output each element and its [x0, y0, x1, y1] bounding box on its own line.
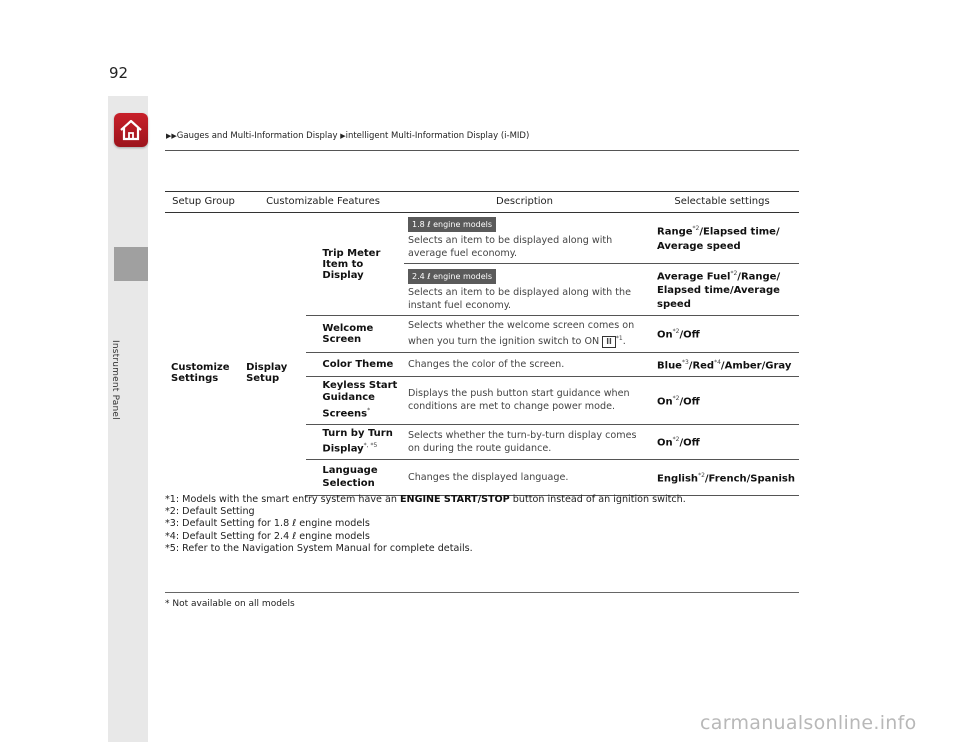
description-cell — [404, 316, 645, 352]
setup-group-cell: Customize Settings — [171, 361, 230, 384]
home-button[interactable] — [114, 113, 148, 147]
feature-keyless-start — [306, 376, 404, 424]
default-footnote: *2 — [672, 328, 680, 336]
default-footnote: *2 — [730, 270, 738, 277]
option-blue: Blue — [657, 359, 682, 371]
selectable-cell — [645, 213, 799, 264]
options-rest: Elapsed time/Average speed — [657, 285, 780, 311]
footnote-text: button instead of an ignition switch. — [512, 494, 686, 505]
options-rest: /Amber/Gray — [720, 359, 792, 371]
availability-footnote: * — [367, 406, 371, 414]
description-text: Selects whether the welcome screen comes on when you turn the ignition switch to ON — [408, 320, 635, 348]
footnote-bold-term: ENGINE START/STOP — [399, 494, 510, 505]
page-number: 92 — [109, 64, 129, 82]
availability-footnote: *, *5 — [363, 442, 378, 450]
description-text: Selects an item to be displayed along with the instant fuel economy. — [408, 286, 631, 311]
option-off: /Off — [679, 437, 700, 449]
description-text: Selects whether the turn-by-turn display comes on during the route guidance. — [404, 424, 645, 459]
options-rest: Average speed — [657, 240, 741, 252]
feature-welcome-screen: Welcome Screen — [306, 316, 404, 352]
breadcrumb-arrow-icon: ▶ — [340, 132, 346, 140]
section-side-label: Instrument Panel — [110, 340, 120, 420]
default-footnote: *2 — [692, 225, 700, 233]
footnote-4: *4: Default Setting for 2.4 ℓ engine models — [165, 530, 370, 542]
feature-color-theme: Color Theme — [306, 352, 404, 376]
availability-note: * Not available on all models — [165, 599, 295, 609]
selectable-cell — [645, 264, 799, 316]
footnotes — [165, 494, 686, 555]
footnote-2: *2: Default Setting — [165, 506, 255, 518]
description-cell — [404, 264, 645, 316]
selectable-cell — [645, 376, 799, 424]
breadcrumb-arrow-icon: ▶▶ — [166, 132, 177, 140]
option-english: English — [657, 473, 699, 485]
header-setup-group: Setup Group — [165, 192, 242, 213]
breadcrumb-item[interactable]: intelligent Multi-Information Display (i-MID) — [345, 131, 530, 141]
footnote-3: *3: Default Setting for 1.8 ℓ engine models — [165, 518, 370, 530]
default-footnote: *2 — [672, 394, 680, 402]
options-rest: /Range/ — [737, 271, 781, 283]
description-cell — [404, 213, 645, 264]
header-customizable-features: Customizable Features — [242, 192, 404, 213]
option-red: /Red — [688, 359, 715, 371]
default-footnote: *3 — [681, 358, 689, 366]
feature-name: Turn by Turn Display — [322, 427, 393, 455]
breadcrumb — [166, 131, 529, 141]
option-range: Range — [657, 226, 693, 238]
section-tab-marker — [114, 247, 148, 281]
default-footnote: *4 — [714, 358, 721, 366]
header-rule — [165, 150, 799, 151]
options-rest: /Elapsed time/ — [699, 226, 780, 238]
option-on: On — [657, 329, 673, 341]
watermark: carmanualsonline.info — [700, 712, 917, 734]
options-rest: /French/Spanish — [704, 473, 795, 485]
default-footnote: *2 — [672, 436, 680, 444]
feature-name: Keyless Start Guidance Screens — [322, 379, 398, 420]
footnote-5: *5: Refer to the Navigation System Manual for complete details. — [165, 542, 473, 554]
description-text: Changes the color of the screen. — [404, 352, 645, 376]
description-text: Selects an item to be displayed along with average fuel economy. — [408, 235, 613, 259]
selectable-cell — [645, 316, 799, 352]
default-footnote: *2 — [698, 471, 705, 479]
period: . — [622, 336, 626, 348]
option-off: /Off — [679, 329, 700, 341]
table-row — [165, 213, 799, 264]
option-on: On — [657, 395, 673, 407]
feature-language: Language Selection — [306, 460, 404, 496]
ignition-key-icon: II — [602, 336, 616, 348]
settings-table — [165, 191, 799, 496]
option-on: On — [657, 437, 673, 449]
home-icon — [118, 117, 144, 143]
header-description: Description — [404, 192, 645, 213]
engine-badge: 2.4 ℓ engine models — [408, 269, 496, 284]
feature-turn-by-turn — [306, 424, 404, 459]
header-selectable-settings: Selectable settings — [645, 192, 799, 213]
selectable-cell — [645, 424, 799, 459]
description-text: Changes the displayed language. — [404, 460, 645, 496]
feature-trip-meter: Trip Meter Item to Display — [322, 247, 381, 281]
breadcrumb-item[interactable]: Gauges and Multi-Information Display — [176, 131, 338, 141]
footnote-text: *1: Models with the smart entry system have an — [165, 494, 397, 505]
option-average-fuel: Average Fuel — [657, 271, 731, 283]
option-off: /Off — [679, 395, 700, 407]
selectable-cell — [645, 352, 799, 376]
engine-badge: 1.8 ℓ engine models — [408, 217, 496, 232]
table-header-row — [165, 192, 799, 213]
footnote-ref: *1 — [615, 335, 623, 343]
customizable-feature-cell: Display Setup — [246, 361, 288, 384]
selectable-cell — [645, 460, 799, 496]
description-text: Displays the push button start guidance when conditions are met to change power mode. — [404, 376, 645, 424]
footnote-1 — [165, 494, 686, 506]
bottom-rule — [165, 592, 799, 593]
